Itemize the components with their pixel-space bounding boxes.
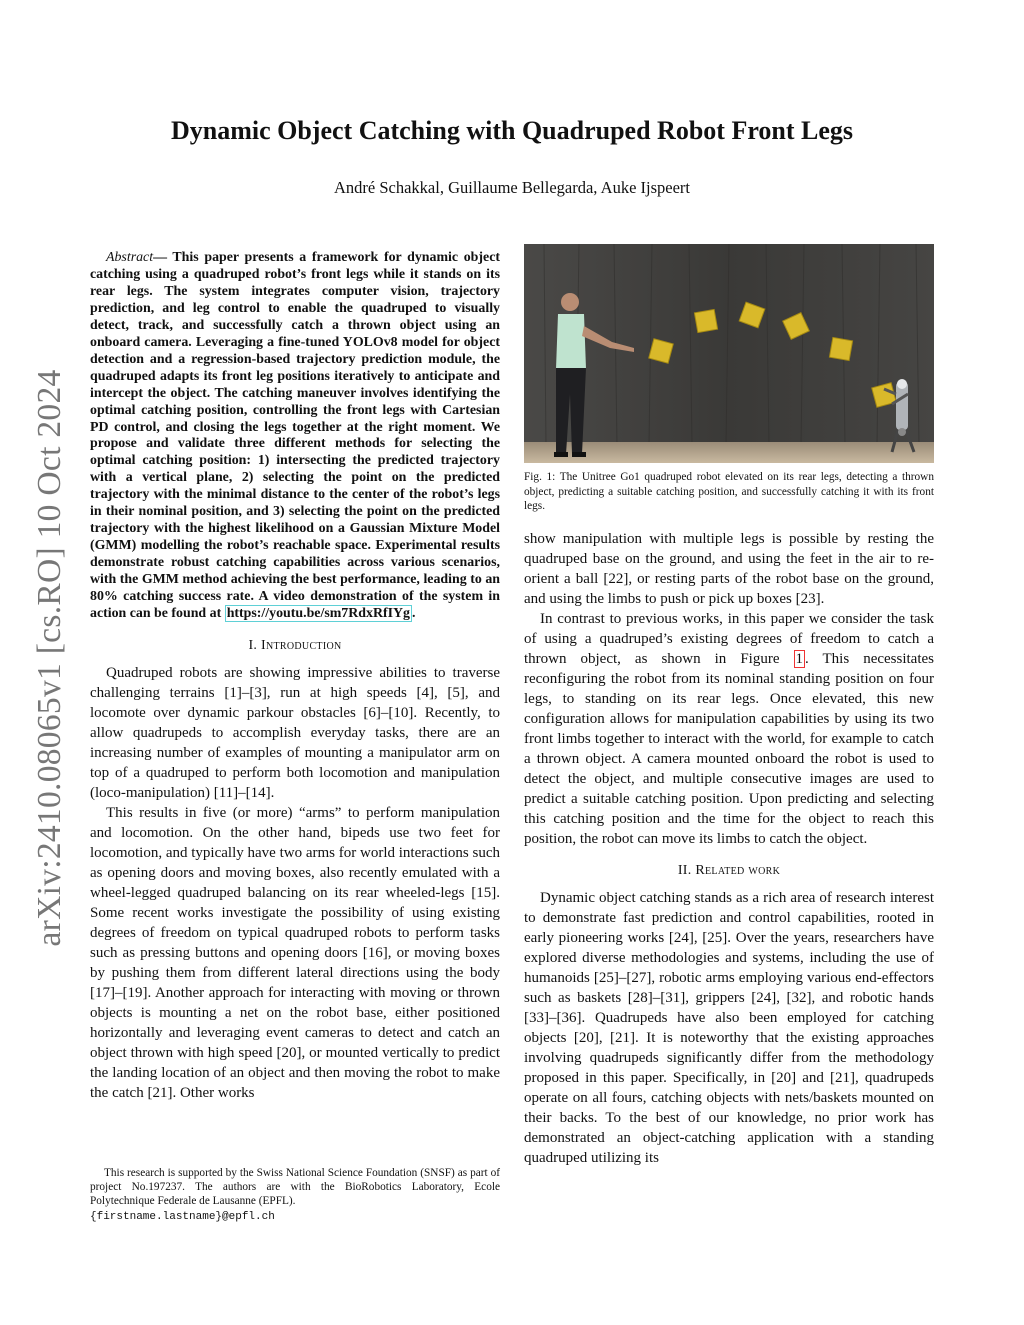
footnote-email-suffix: @epfl.ch <box>222 1210 275 1223</box>
left-column <box>90 250 500 1103</box>
right-paragraph-2-before: In contrast to previous works, in this paper we consider the task of using a quadruped’s existing degrees of freedom to catch a thrown object, as shown in Figure <box>524 611 934 667</box>
intro-paragraph-2: This results in five (or more) “arms” to perform manipulation and locomotion. On the other hand, bipeds use two feet for locomotion, and typically have two arms for world interactions such as opening doors and moving boxes, also recently emulated with a wheel-legged quadruped balancing on its rear wheeled-legs [15]. Some recent works investigate the possibility of using existing degrees of freedom on typical quadruped robots to perform tasks such as pressing buttons and opening doors [16], or moving boxes by pushing them from different lateral directions using the body [17]–[19]. Another approach for interacting with moving or thrown objects is mounting a net on the robot base, either positioned horizontally and leveraging event cameras to detect and catch an object thrown with high speed [20], or mounted vertically to predict the landing location of an object and then moving the robot to make the catch [21]. Other works <box>90 804 500 1101</box>
video-link[interactable]: https://youtu.be/sm7RdxRfIYg <box>226 606 410 622</box>
author-list: André Schakkal, Guillaume Bellegarda, Auke Ijspeert <box>333 178 690 197</box>
abstract-label: Abstract <box>106 250 154 265</box>
abstract-end: . <box>412 606 416 622</box>
right-paragraph-2 <box>524 609 934 849</box>
figure-reference-link[interactable]: 1 <box>795 651 804 667</box>
footnote <box>90 1166 500 1224</box>
figure-1-caption: Fig. 1: The Unitree Go1 quadruped robot elevated on its rear legs, detecting a thrown object, predicting a suitable catching position, and successfully catching it with its front legs. <box>524 471 934 513</box>
intro-paragraph-1: Quadruped robots are showing impressive abilities to traverse challenging terrains [1]–[3], run at high speeds [4], [5], and locomote over dynamic parkour obstacles [6]–[10]. Recently, to allow quadrupeds to accomplish everyday tasks, there are an increasing number of examples of mounting a manipulator arm on top of a quadruped to perform both locomotion and manipulation (loco-manipulation) [11]–[14]. <box>90 664 500 801</box>
paper-title: Dynamic Object Catching with Quadruped Robot Front Legs <box>170 116 854 145</box>
right-paragraph-2-after: . This necessitates reconfiguring the robot from its nominal standing position on four legs, to standing on its rear legs. Once elevated, this new configuration allows for manipulation capabilities by using its two front limbs together to interact with the world, for example to catch a thrown object. A camera mounted onboard the robot is used to detect the object, and multiple consecutive images are used to predict a suitable catching position. Upon predicting and selecting this catching position and the time for the object to reach this position, the robot can move its limbs to catch the object. <box>524 651 935 847</box>
footnote-email-prefix: {firstname.lastname} <box>90 1210 223 1223</box>
related-work-paragraph: Dynamic object catching stands as a rich area of research interest to demonstrate fast prediction and control capabilities, rooted in early pioneering works [24], [25]. Over the years, researchers have explored diverse methodologies and systems, including the use of humanoids [25]–[27], robotic arms employing various end-effectors such as baskets [28]–[31], grippers [24], [32], and robotic hands [33]–[36]. Quadrupeds have also been employed for catching objects [20], [21]. It is noteworthy that the existing approaches involving quadrupeds significantly differ from the methodology proposed in this paper. Specifically, in [20] and [21], quadrupeds operate on all fours, catching objects with nets/baskets mounted on their backs. To the best of our knowledge, no prior work has demonstrated an object-catching application with a standing quadruped utilizing its <box>524 890 934 1166</box>
robot-catching-illustration <box>524 244 934 463</box>
abstract <box>90 250 500 623</box>
right-column <box>524 529 934 1168</box>
footnote-text: This research is supported by the Swiss National Science Foundation (SNSF) as part of project No.197237. The authors are with the BioRobotics Laboratory, Ecole Polytechnique Federale de Lausanne (EPFL). <box>90 1167 500 1208</box>
section-heading-introduction: I. Introduction <box>248 637 342 653</box>
abstract-dash: — <box>153 250 173 265</box>
arxiv-identifier: arXiv:2410.08065v1 [cs.RO] 10 Oct 2024 <box>31 369 68 947</box>
abstract-text: This paper presents a framework for dynamic object catching using a quadruped robot’s front legs while it stands on its rear legs. The system integrates computer vision, trajectory prediction, and leg control to enable the quadruped to visually detect, track, and successfully catch a thrown object using an onboard camera. Leveraging a fine-tuned YOLOv8 model for object detection and a regression-based trajectory prediction module, the quadruped adapts its front leg positions iteratively to anticipate and intercept the object. The catching maneuver involves identifying the optimal catching position, controlling the front legs with Cartesian PD control, and closing the legs together at the right moment. We propose and validate three different methods for selecting the optimal catching position: 1) intersecting the predicted trajectory with a vertical plane, 2) selecting the point on the predicted trajectory with the minimal distance to the center of the robot’s legs in their nominal position, and 3) selecting the point on the predicted trajectory with the highest likelihood on a Gaussian Mixture Model (GMM) modelling the robot’s reachable space. Experimental results demonstrate robust catching capabilities across various scenarios, with the GMM method achieving the best performance, leading to an 80% catching success rate. A video demonstration of the system in action can be found at <box>90 250 500 622</box>
section-heading-related-work: II. Related work <box>677 863 781 878</box>
figure-1-photo <box>524 244 934 463</box>
right-paragraph-1: show manipulation with multiple legs is possible by resting the quadruped base on the ground, and using the feet in the air to re-orient a ball [22], or resting parts of the robot base on the ground, and using the limbs to push or pick up boxes [23]. <box>524 531 934 607</box>
